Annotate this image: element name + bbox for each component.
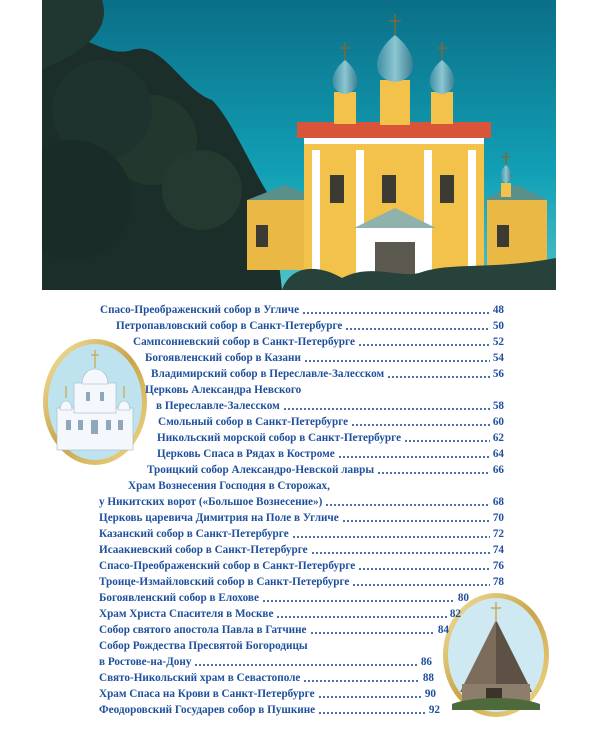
toc-entry-title: Храм Спаса на Крови в Санкт-Петербурге [99,688,315,700]
toc-entry-page: 80 [457,592,469,604]
toc-entry[interactable] [99,654,432,669]
toc-entry[interactable] [99,494,504,509]
toc-leader-dots [311,552,490,554]
toc-leader-dots [283,408,490,410]
toc-entry[interactable] [99,542,504,557]
toc-entry[interactable] [99,558,504,573]
toc-entry-page: 58 [492,400,504,412]
toc-entry-title: Храм Христа Спасителя в Москве [99,608,274,620]
toc-leader-dots [194,664,417,666]
toc-entry-page: 90 [424,688,436,700]
toc-entry-title: Смольный собор в Санкт-Петербурге [158,416,349,428]
toc-leader-dots [292,536,490,538]
toc-leader-dots [358,568,490,570]
toc-entry-title: Собор Рождества Пресвятой Богородицы [99,640,308,652]
toc-leader-dots [338,456,490,458]
toc-leader-dots [404,440,490,442]
toc-entry-title: Собор святого апостола Павла в Гатчине [99,624,307,636]
toc-entry-page: 86 [420,656,432,668]
toc-entry[interactable] [157,430,504,445]
toc-leader-dots [310,632,435,634]
toc-entry-page: 74 [492,544,504,556]
toc-entry-title: Церковь Спаса в Рядах в Костроме [157,448,335,460]
toc-entry-title: Троицкий собор Александро-Невской лавры [147,464,375,476]
toc-leader-dots [303,680,419,682]
toc-entry[interactable] [99,590,469,605]
toc-entry-title: Петропавловский собор в Санкт-Петербурге [116,320,343,332]
toc-leader-dots [304,360,490,362]
toc-leader-dots [318,712,426,714]
toc-leader-dots [358,344,490,346]
toc-entry-title: у Никитских ворот («Большое Вознесение») [99,496,323,508]
toc-leader-dots [302,312,490,314]
toc-entry[interactable] [133,334,504,349]
toc-entry[interactable] [156,398,504,413]
toc-entry-title: Казанский собор в Санкт-Петербурге [99,528,289,540]
toc-entry[interactable] [99,622,449,637]
toc-entry[interactable] [99,638,379,653]
toc-entry[interactable] [157,446,504,461]
toc-entry-title: Церковь царевича Димитрия на Поле в Угличе [99,512,339,524]
toc-entry-page: 64 [492,448,504,460]
toc-entry-title: Исаакиевский собор в Санкт-Петербурге [99,544,308,556]
toc-entry-title: Церковь Александра Невского [145,384,302,396]
toc-entry-page: 84 [437,624,449,636]
toc-leader-dots [352,584,489,586]
toc-entry[interactable] [99,574,504,589]
toc-entry-title: Феодоровский Государев собор в Пушкине [99,704,316,716]
toc-entry-page: 88 [422,672,434,684]
toc-entry[interactable] [147,462,504,477]
toc-entry-page: 78 [492,576,504,588]
toc-entry[interactable] [151,366,504,381]
toc-entry[interactable] [99,526,504,541]
toc-entry-page: 76 [492,560,504,572]
toc-entry-page: 54 [492,352,504,364]
toc-leader-dots [262,600,455,602]
toc-entry-page: 82 [449,608,461,620]
toc-entry-title: в Ростове-на-Дону [99,656,192,668]
toc-entry-page: 50 [492,320,504,332]
toc-leader-dots [351,424,490,426]
toc-leader-dots [345,328,489,330]
toc-leader-dots [318,696,422,698]
toc-entry[interactable] [116,318,504,333]
toc-entry-title: Богоявленский собор в Казани [145,352,301,364]
toc-entry[interactable] [145,350,504,365]
toc-entry[interactable] [158,414,504,429]
toc-entry-title: в Переславле-Залесском [156,400,280,412]
toc-entry-title: Богоявленский собор в Елохове [99,592,259,604]
toc-entry-title: Сампсониевский собор в Санкт-Петербурге [133,336,355,348]
toc-leader-dots [342,520,490,522]
toc-entry-title: Храм Вознесения Господня в Сторожах, [128,480,330,492]
toc-entry-title: Владимирский собор в Переславле-Залесском [151,368,385,380]
toc-entry[interactable] [99,606,461,621]
toc-entry-title: Свято-Никольский храм в Севастополе [99,672,301,684]
toc-entry-page: 60 [492,416,504,428]
toc-entry-page: 52 [492,336,504,348]
toc-entry[interactable] [99,510,504,525]
toc-entry-page: 92 [428,704,440,716]
toc-entry-title: Троице-Измайловский собор в Санкт-Петербурге [99,576,350,588]
toc-leader-dots [377,472,490,474]
toc-entry[interactable] [99,702,440,717]
toc-entry-page: 70 [492,512,504,524]
toc-leader-dots [276,616,446,618]
toc-entry-title: Никольский морской собор в Санкт-Петербурге [157,432,402,444]
toc-entry[interactable] [145,382,385,397]
toc-entry[interactable] [100,302,504,317]
toc-entry-page: 72 [492,528,504,540]
toc-entry-page: 66 [492,464,504,476]
toc-entry[interactable] [128,478,378,493]
toc-entry[interactable] [99,686,436,701]
toc-entry-page: 68 [492,496,504,508]
toc-leader-dots [387,376,490,378]
toc-entry-page: 48 [492,304,504,316]
toc-entry-title: Спасо-Преображенский собор в Санкт-Петербурге [99,560,356,572]
toc-entry-page: 62 [492,432,504,444]
toc-entry-title: Спасо-Преображенский собор в Угличе [100,304,300,316]
toc-entry-page: 56 [492,368,504,380]
toc-entry[interactable] [99,670,434,685]
toc-leader-dots [325,504,489,506]
